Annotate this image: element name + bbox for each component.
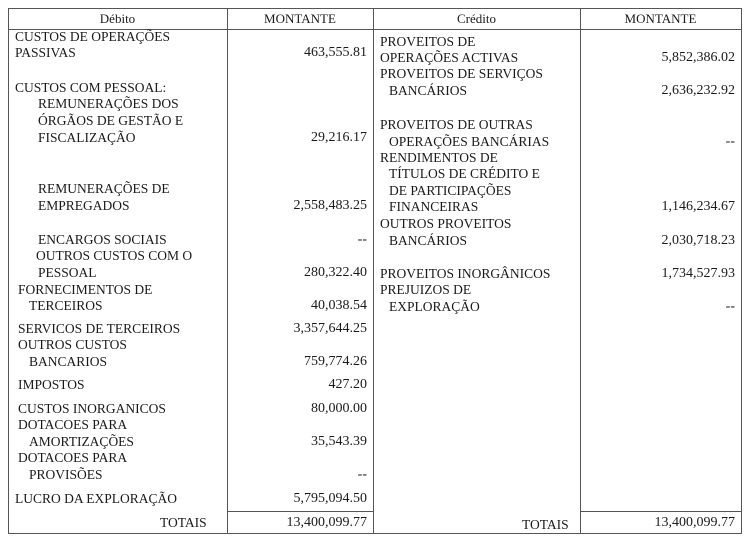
debit-item-amount: 759,774.26: [304, 354, 367, 369]
debit-item-amount: 3,357,644.25: [293, 321, 367, 336]
center-divider: [373, 8, 374, 534]
debit-item-label: SERVICOS DE TERCEIROS: [18, 321, 181, 336]
credit-item-label: DE PARTICIPAÇÕES: [389, 183, 512, 198]
debit-item-label: CUSTOS DE OPERAÇÕES: [15, 29, 171, 44]
debit-item-label: ÓRGÃOS DE GESTÃO E: [38, 113, 184, 128]
debit-item-label: TERCEIROS: [29, 298, 103, 313]
debit-item-label: REMUNERAÇÕES DE: [38, 181, 170, 196]
debit-item-amount: 35,543.39: [311, 434, 367, 449]
debit-amount-header: MONTANTE: [264, 11, 336, 26]
credit-header: Crédito: [457, 11, 496, 26]
credit-item-label: OPERAÇÕES BANCÁRIAS: [389, 134, 550, 149]
credit-item-label: PROVEITOS DE SERVIÇOS: [380, 66, 543, 81]
credit-item-amount: 2,030,718.23: [661, 233, 735, 248]
debit-item-amount: 280,322.40: [304, 265, 367, 280]
left-border: [8, 8, 9, 534]
credit-item-amount: 1,734,527.93: [661, 266, 735, 281]
debit-item-label: REMUNERAÇÕES DOS: [38, 96, 179, 111]
credit-item-label: BANCÁRIOS: [389, 83, 468, 98]
credit-item-amount: --: [725, 134, 735, 149]
debit-item-amount: 40,038.54: [311, 298, 367, 313]
credit-amount-header: MONTANTE: [624, 11, 697, 26]
credit-total-line: [580, 511, 742, 512]
debit-item-label: OUTROS CUSTOS: [18, 337, 127, 352]
credit-item-label: OPERAÇÕES ACTIVAS: [380, 50, 519, 65]
credit-item-label: TÍTULOS DE CRÉDITO E: [389, 166, 540, 181]
debit-item-amount: 5,795,094.50: [293, 491, 367, 506]
credit-totals-label: TOTAIS: [522, 517, 569, 532]
debit-item-label: BANCARIOS: [29, 354, 108, 369]
credit-item-amount: --: [725, 299, 735, 314]
credit-item-amount: 2,636,232.92: [661, 83, 735, 98]
debit-header: Débito: [99, 11, 136, 26]
debit-item-label: FISCALIZAÇÃO: [38, 130, 136, 145]
credit-item-label: BANCÁRIOS: [389, 233, 468, 248]
credit-item-amount: 5,852,386.02: [661, 50, 735, 65]
credit-item-label: PREJUIZOS DE: [380, 282, 472, 297]
debit-item-label: LUCRO DA EXPLORAÇÃO: [15, 491, 178, 506]
debit-item-amount: 463,555.81: [304, 45, 367, 60]
credit-item-label: EXPLORAÇÃO: [389, 299, 480, 314]
debit-totals-label: TOTAIS: [160, 515, 207, 530]
credit-item-label: PROVEITOS DE: [380, 34, 476, 49]
debit-item-label: EMPREGADOS: [38, 198, 130, 213]
debit-item-label: PROVISÕES: [29, 467, 103, 482]
debit-item-label: CUSTOS COM PESSOAL:: [15, 80, 167, 95]
debit-item-label: CUSTOS INORGANICOS: [18, 401, 166, 416]
debit-item-amount: 80,000.00: [311, 401, 367, 416]
credit-item-label: FINANCEIRAS: [389, 199, 479, 214]
credit-amount-divider: [580, 8, 581, 534]
debit-item-amount: 29,216.17: [311, 130, 367, 145]
debit-item-label: ENCARGOS SOCIAIS: [38, 232, 167, 247]
debit-item-label: FORNECIMENTOS DE: [18, 282, 153, 297]
debit-item-label: OUTROS CUSTOS COM O: [36, 248, 193, 263]
debit-item-amount: 2,558,483.25: [293, 198, 367, 213]
credit-item-label: RENDIMENTOS DE: [380, 150, 498, 165]
right-border: [741, 8, 742, 534]
debit-item-label: AMORTIZAÇÕES: [29, 434, 134, 449]
debit-totals-value: 13,400,099.77: [286, 515, 367, 530]
credit-item-label: PROVEITOS INORGÂNICOS: [380, 266, 551, 281]
debit-item-amount: --: [357, 232, 367, 247]
debit-item-label: IMPOSTOS: [18, 377, 85, 392]
debit-item-amount: --: [357, 467, 367, 482]
credit-item-amount: 1,146,234.67: [661, 199, 735, 214]
credit-totals-value: 13,400,099.77: [654, 515, 735, 530]
debit-item-amount: 427.20: [328, 377, 367, 392]
debit-item-label: DOTACOES PARA: [18, 450, 128, 465]
table-bottom-border: [8, 533, 742, 534]
debit-item-label: PESSOAL: [38, 265, 97, 280]
debit-amount-divider: [227, 8, 228, 534]
credit-item-label: PROVEITOS DE OUTRAS: [380, 117, 533, 132]
debit-item-label: PASSIVAS: [15, 45, 76, 60]
debit-item-label: DOTACOES PARA: [18, 417, 128, 432]
debit-total-line: [227, 511, 373, 512]
credit-item-label: OUTROS PROVEITOS: [380, 216, 512, 231]
